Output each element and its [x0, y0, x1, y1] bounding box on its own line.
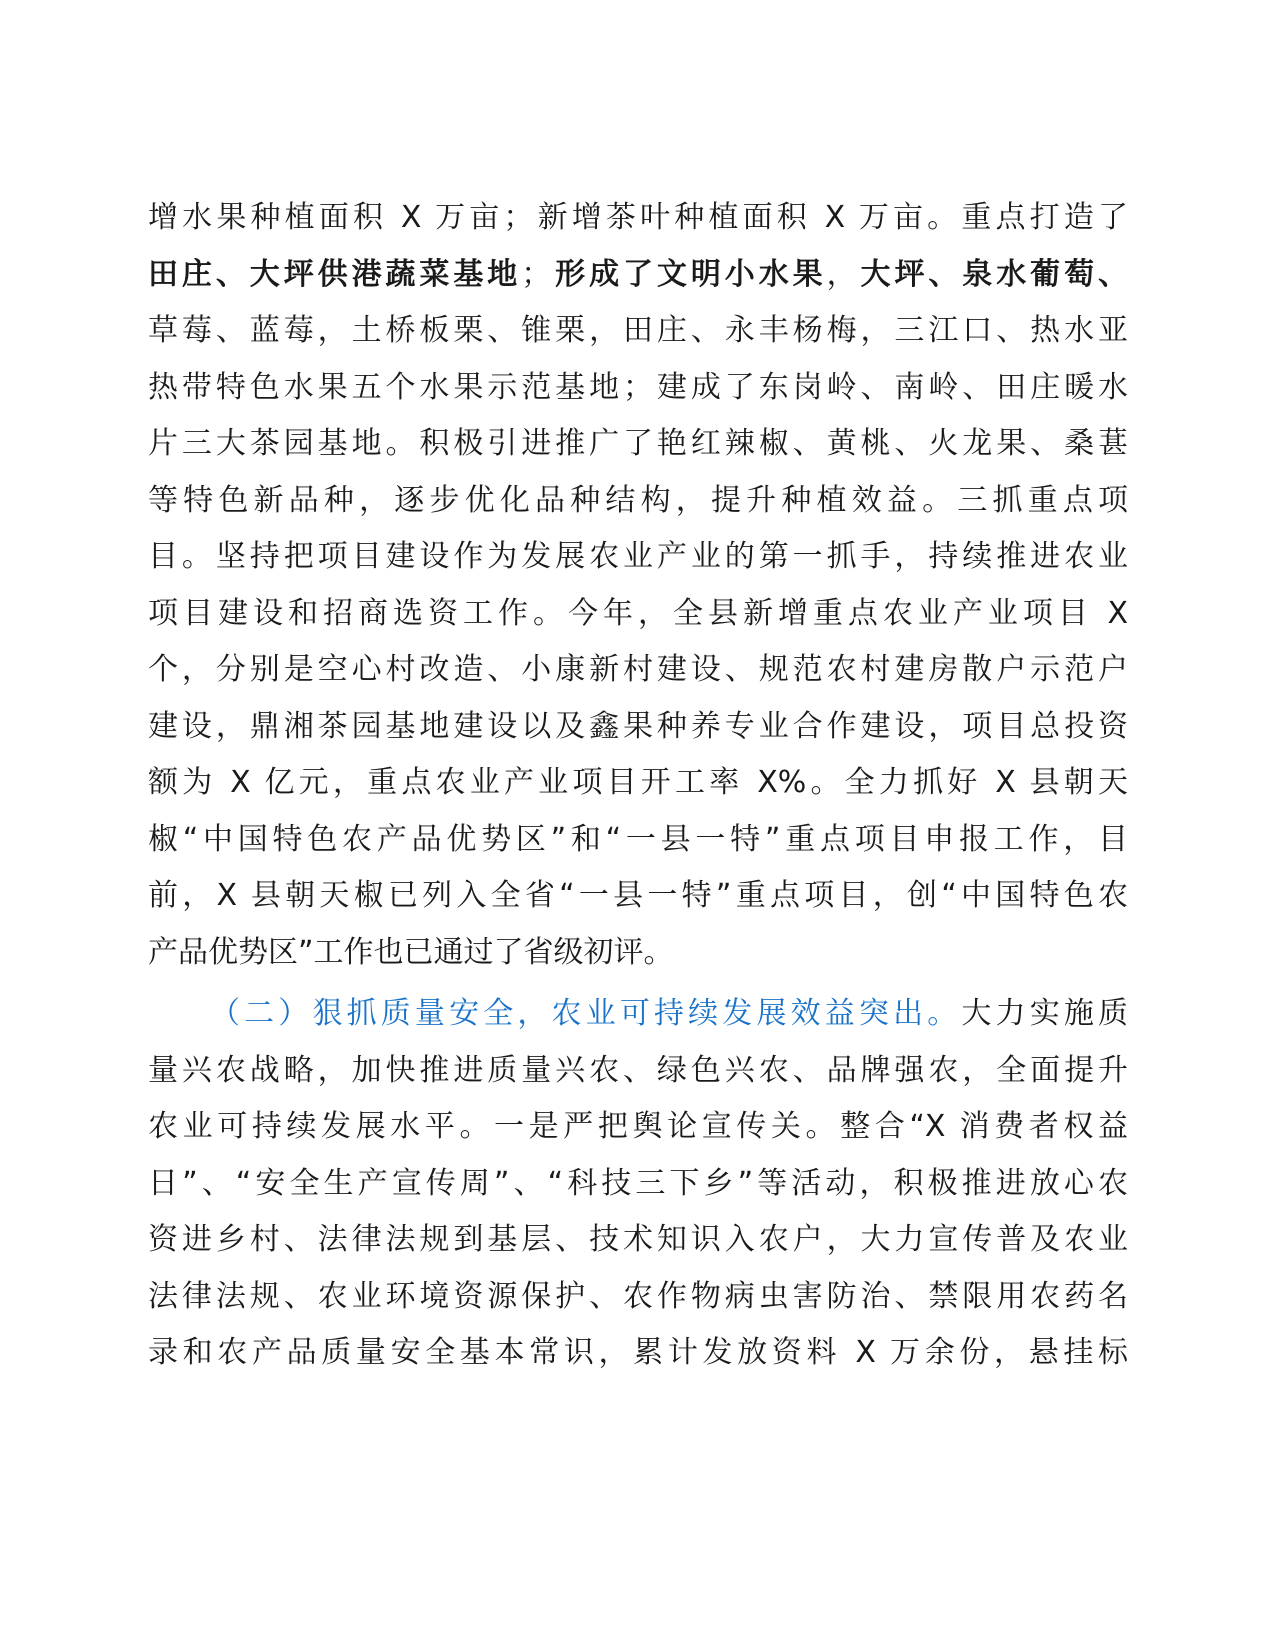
- text-line: 热带特色水果五个水果示范基地；建成了东岗岭、南岭、田庄暖水: [148, 369, 1128, 405]
- text-line: 日”、“安全生产宣传周”、“科技三下乡”等活动，积极推进放心农: [148, 1165, 1128, 1201]
- bold-text: 田庄、大坪供港蔬菜基地: [148, 256, 522, 292]
- text-line: 项目建设和招商选资工作。今年，全县新增重点农业产业项目 X: [148, 595, 1128, 631]
- text-line-bold-mixed: [148, 247, 1128, 304]
- text-line: 录和农产品质量安全基本常识，累计发放资料 X 万余份，悬挂标: [148, 1335, 1128, 1370]
- text-line: 法律法规、农业环境资源保护、农作物病虫害防治、禁限用农药名: [148, 1278, 1128, 1314]
- text-line: 草莓、蓝莓，土桥板栗、锥栗，田庄、永丰杨梅，三江口、热水亚: [148, 313, 1128, 348]
- text-line: 片三大茶园基地。积极引进推广了艳红辣椒、黄桃、火龙果、桑葚: [148, 426, 1128, 461]
- text-line: 农业可持续发展水平。一是严把舆论宣传关。整合“X 消费者权益: [148, 1109, 1128, 1144]
- text-line: 增水果种植面积 X 万亩；新增茶叶种植面积 X 万亩。重点打造了: [148, 200, 1128, 235]
- text-line: 目。坚持把项目建设作为发展农业产业的第一抓手，持续推进农业: [148, 539, 1128, 574]
- text-line: 量兴农战略，加快推进质量兴农、绿色兴农、品牌强农，全面提升: [148, 1052, 1128, 1088]
- text-line: 额为 X 亿元，重点农业产业项目开工率 X%。全力抓好 X 县朝天: [148, 765, 1128, 800]
- heading-continuation: 大力实施质: [961, 996, 1129, 1031]
- bold-text: 大坪、泉水葡萄、: [860, 256, 1129, 292]
- text-line: 产品优势区”工作也已通过了省级初评。: [148, 934, 674, 970]
- text-line: 椒“中国特色农产品优势区”和“一县一特”重点项目申报工作，目: [148, 821, 1128, 857]
- text-line: 前，X 县朝天椒已列入全省“一县一特”重点项目，创“中国特色农: [148, 878, 1128, 913]
- separator-text: ；: [521, 256, 552, 292]
- bold-text: 形成了文明小水果: [551, 256, 827, 292]
- text-line: 资进乡村、法律法规到基层、技术知识入农户，大力宣传普及农业: [148, 1222, 1128, 1257]
- text-line: 建设，鼎湘茶园基地建设以及鑫果种养专业合作建设，项目总投资: [148, 708, 1128, 744]
- paragraph-1: [148, 190, 1128, 981]
- paragraph-2: [148, 986, 1128, 1382]
- text-line: 等特色新品种，逐步优化品种结构，提升种植效益。三抓重点项: [148, 482, 1128, 518]
- text-line: 个，分别是空心村改造、小康新村建设、规范农村建房散户示范户: [148, 652, 1128, 687]
- separator-text: ，: [826, 256, 861, 292]
- section-heading: （二）狠抓质量安全，农业可持续发展效益突出。: [210, 996, 962, 1031]
- text-line-with-heading: [148, 986, 1128, 1043]
